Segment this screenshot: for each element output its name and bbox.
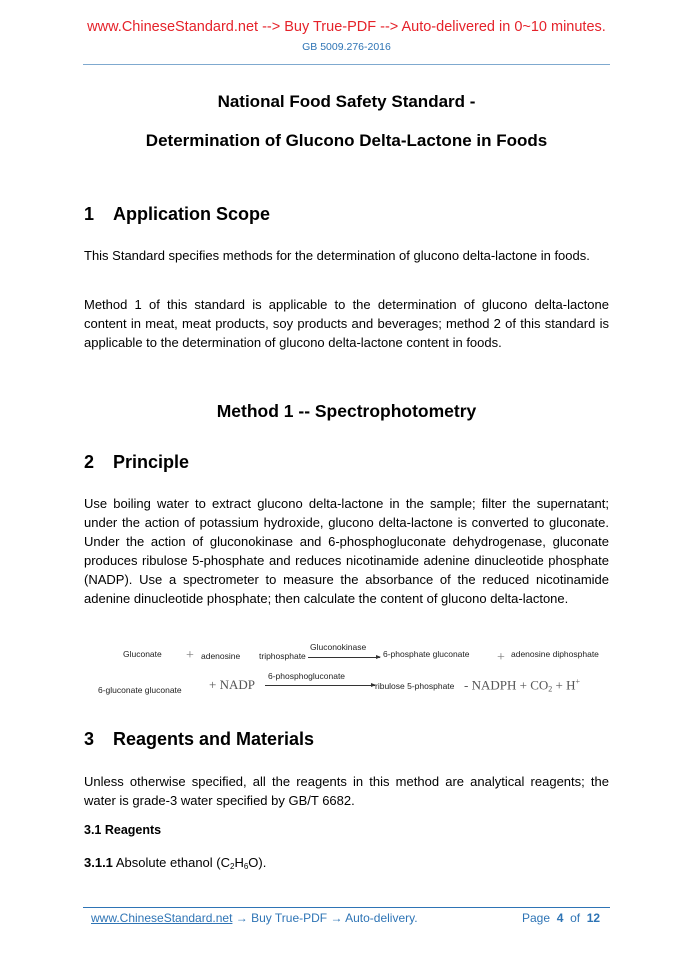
product-6-phosphate-gluconate: 6-phosphate gluconate <box>383 649 470 659</box>
reactant-gluconate: Gluconate <box>123 649 162 659</box>
standard-number: GB 5009.276-2016 <box>302 41 391 53</box>
reactant-triphosphate: triphosphate <box>259 651 306 661</box>
document-title-line1: National Food Safety Standard - <box>217 92 476 111</box>
reactant-6-gluconate: 6-gluconate gluconate <box>98 685 182 695</box>
reactant-nadp: + NADP <box>209 677 255 692</box>
method-1-heading: Method 1 -- Spectrophotometry <box>216 401 477 421</box>
footer-promo <box>91 911 418 925</box>
section-title: Application Scope <box>113 204 271 224</box>
footer-link[interactable]: www.ChineseStandard.net <box>91 911 233 925</box>
reactant-adenosine: adenosine <box>201 651 241 661</box>
section-2-para: Use boiling water to extract glucono delta-lactone in the sample; filter the supernatant; under the action of potassium hydroxide, glucono delta-lactone is converted to gluconate. Under the action of gluconokinase and 6-phosphogluconate dehydrogenase, gluconate produces ribulose 5-phosphate and reduces nicotinamide adenine dinucleotide phosphate (NADP). Use a spectrometer to measure the absorbance of the reduced nicotinamide adenine dinucleotide phosphate; then calculate the content of glucono delta-lactone. <box>84 496 609 606</box>
section-3-heading <box>84 729 314 750</box>
enzyme-6-phosphogluconate: 6-phosphogluconate <box>268 671 346 681</box>
footer-text: → Buy True-PDF → Auto-delivery. <box>232 911 418 925</box>
page-current: 4 <box>556 911 564 925</box>
reaction-arrow-icon <box>308 657 380 658</box>
item-3-1-1: 3.1.1 Absolute ethanol $(C_2H_6O)$. <box>84 855 267 871</box>
section-title: Principle <box>113 452 190 472</box>
section-number: 3 <box>84 729 95 749</box>
section-1-heading <box>84 204 270 225</box>
page-total: 12 <box>586 911 601 925</box>
document-title-line2: Determination of Glucono Delta-Lactone in Foods <box>145 131 548 150</box>
section-number: 1 <box>84 204 95 224</box>
footer-divider <box>83 907 610 908</box>
reaction-arrow-icon <box>265 685 375 686</box>
promo-banner[interactable]: www.ChineseStandard.net --> Buy True-PDF --> Auto-delivered in 0~10 minutes. <box>87 19 606 35</box>
enzyme-gluconokinase: Gluconokinase <box>310 642 367 652</box>
section-1-para-1: This Standard specifies methods for the determination of glucono delta-lactone in foods. <box>84 248 590 263</box>
plus-sign: + <box>497 650 505 665</box>
section-3-para: Unless otherwise specified, all the reagents in this method are analytical reagents; the water is grade-3 water specified by GB/T 6682. <box>84 774 609 808</box>
subsection-3-1-heading: 3.1 Reagents <box>84 823 162 837</box>
header-divider <box>83 64 610 65</box>
section-title: Reagents and Materials <box>113 729 315 749</box>
product-adenosine-diphosphate: adenosine diphosphate <box>511 649 599 659</box>
section-2-heading <box>84 452 189 473</box>
section-number: 2 <box>84 452 95 472</box>
section-1-para-2: Method 1 of this standard is applicable to the determination of glucono delta-lactone content in meat, meat products, soy products and beverages; method 2 of this standard is applicable to the determination of glucono delta-lactone content in foods. <box>84 297 609 350</box>
products-nadph-co2-h: - NADPH + $CO_2 + H^+$ <box>464 677 581 694</box>
product-ribulose-5-phosphate: ribulose 5-phosphate <box>375 681 455 691</box>
page-indicator: Page 4 of 12 <box>522 911 601 925</box>
plus-sign: + <box>186 648 194 663</box>
